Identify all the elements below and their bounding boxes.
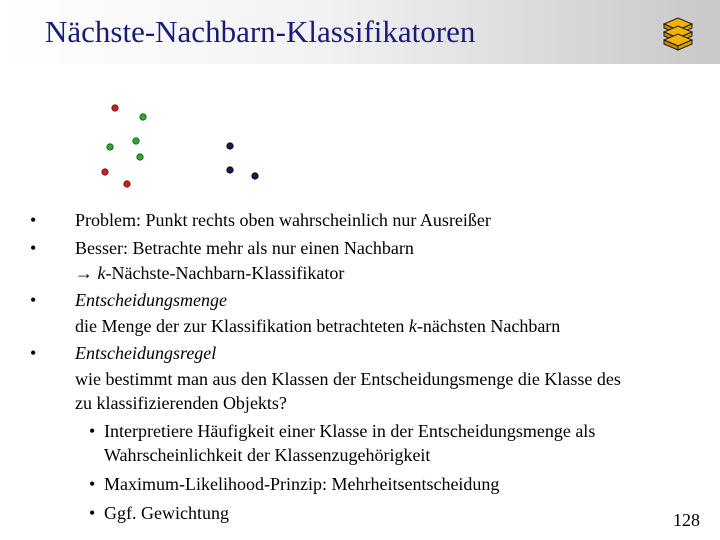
sub-bullet-marker: • xyxy=(89,503,96,523)
sub-bullet-text: Ggf. Gewichtung xyxy=(104,503,229,523)
k-variable: k xyxy=(97,263,106,283)
description-text: die Menge der zur Klassifikation betrachteten xyxy=(75,316,409,336)
bullet-subline xyxy=(75,262,344,284)
description-text: -nächsten Nachbarn xyxy=(416,316,561,336)
term-description xyxy=(75,315,560,337)
term-description: wie bestimmt man aus den Klassen der Entscheidungsmenge die Klasse des xyxy=(75,369,621,389)
slide-title: Nächste-Nachbarn-Klassifikatoren xyxy=(45,14,476,49)
sub-bullet-text: Interpretiere Häufigkeit einer Klasse in der Entscheidungsmenge als xyxy=(104,421,596,441)
term-label: Entscheidungsmenge xyxy=(75,290,227,310)
bullet-text: Besser: Betrachte mehr als nur einen Nachbarn xyxy=(75,238,414,258)
sub-bullet-marker: • xyxy=(89,421,96,441)
sub-bullet-text: Wahrscheinlichkeit der Klassenzugehörigkeit xyxy=(104,445,431,465)
bullet-text: Problem: Punkt rechts oben wahrscheinlich nur Ausreißer xyxy=(75,210,491,230)
bullet-marker: • xyxy=(30,210,37,230)
sub-bullet-marker: • xyxy=(89,474,96,494)
sub-bullet-text: Maximum-Likelihood-Prinzip: Mehrheitsentscheidung xyxy=(104,474,500,494)
classifier-name: -Nächste-Nachbarn-Klassifikator xyxy=(105,263,345,283)
arrow-icon: → xyxy=(75,263,93,283)
bullet-marker: • xyxy=(30,343,37,363)
page-number: 128 xyxy=(673,510,700,530)
term-description: zu klassifizierenden Objekts? xyxy=(75,393,287,413)
k-variable: k xyxy=(408,316,417,336)
term-label: Entscheidungsregel xyxy=(75,343,217,363)
bullet-marker: • xyxy=(30,290,37,310)
bullet-marker: • xyxy=(30,238,37,258)
